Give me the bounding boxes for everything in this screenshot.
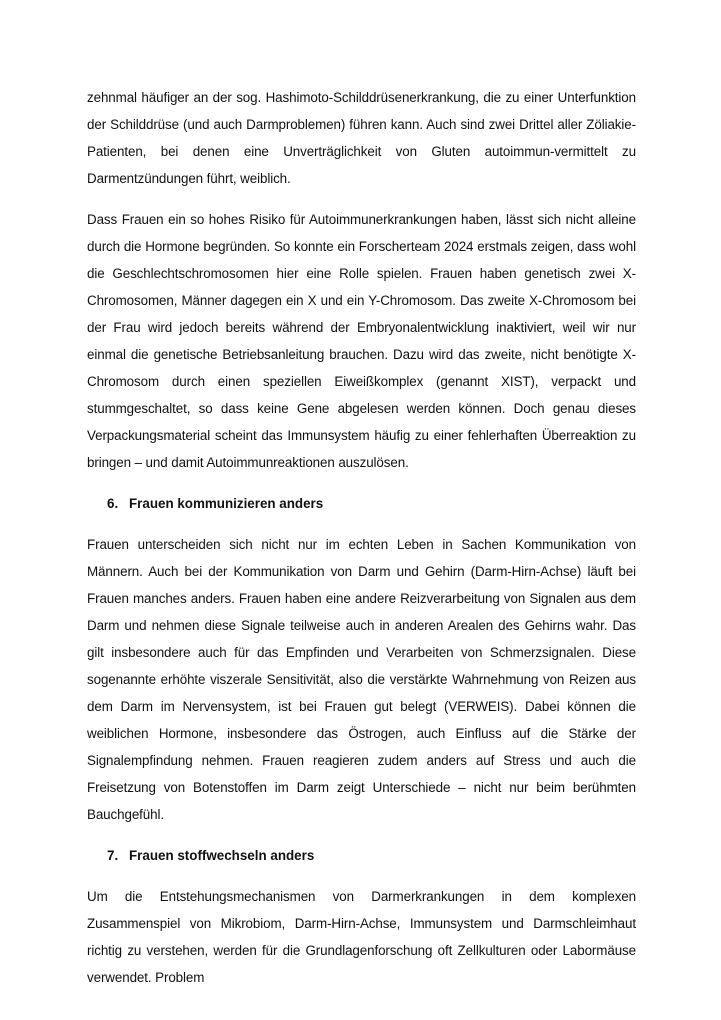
section-heading-6: [87, 490, 636, 517]
section-number: 7.: [107, 848, 119, 863]
section-title: Frauen kommunizieren anders: [129, 496, 324, 511]
paragraph-communication: Frauen unterscheiden sich nicht nur im echten Leben in Sachen Kommunikation von Männern. Auch bei der Kommunikation von Darm und Gehirn (Darm-Hirn-Achse) läuft bei Frauen manches anders. Frauen haben eine andere Reizverarbeitung von Signalen aus dem Darm und nehmen diese Signale teilweise auch in anderen Arealen des Gehirns wahr. Das gilt insbesondere auch für das Empfinden und Verarbeiten von Schmerzsignalen. Diese sogenannte erhöhte viszerale Sensitivität, also die verstärkte Wahrnehmung von Reizen aus dem Darm im Nervensystem, ist bei Frauen gut belegt (VERWEIS). Dabei können die weiblichen Hormone, insbesondere das Östrogen, auch Einfluss auf die Stärke der Signalempfindung nehmen. Frauen reagieren zudem anders auf Stress und auch die Freisetzung von Botenstoffen im Darm zeigt Unterschiede – nicht nur beim berühmten Bauchgefühl.: [87, 537, 636, 822]
section-number: 6.: [107, 496, 119, 511]
section-title: Frauen stoffwechseln anders: [129, 848, 315, 863]
document-page: [87, 84, 636, 991]
paragraph-hashimoto: zehnmal häufiger an der sog. Hashimoto-Schilddrüsenerkrankung, die zu einer Unterfunktion der Schilddrüse (und auch Darmproblemen) führen kann. Auch sind zwei Drittel aller Zöliakie-Patienten, bei denen eine Unverträglichkeit von Gluten autoimmun-vermittelt zu Darmentzündungen führt, weiblich.: [87, 90, 636, 186]
section-heading-7: [87, 842, 636, 869]
paragraph-x-chromosome: Dass Frauen ein so hohes Risiko für Autoimmunerkrankungen haben, lässt sich nicht alleine durch die Hormone begründen. So konnte ein Forscherteam 2024 erstmals zeigen, dass wohl die Geschlechtschromosomen hier eine Rolle spielen. Frauen haben genetisch zwei X-Chromosomen, Männer dagegen ein X und ein Y-Chromosom. Das zweite X-Chromosom bei der Frau wird jedoch bereits während der Embryonalentwicklung inaktiviert, weil wir nur einmal die genetische Betriebsanleitung brauchen. Dazu wird das zweite, nicht benötigte X-Chromosom durch einen speziellen Eiweißkomplex (genannt XIST), verpackt und stummgeschaltet, so dass keine Gene abgelesen werden können. Doch genau dieses Verpackungsmaterial scheint das Immunsystem häufig zu einer fehlerhaften Überreaktion zu bringen – und damit Autoimmunreaktionen auszulösen.: [87, 212, 636, 470]
paragraph-metabolism: Um die Entstehungsmechanismen von Darmerkrankungen in dem komplexen Zusammenspiel von Mikrobiom, Darm-Hirn-Achse, Immunsystem und Darmschleimhaut richtig zu verstehen, werden für die Grundlagenforschung oft Zellkulturen oder Labormäuse verwendet. Problem: [87, 889, 636, 985]
